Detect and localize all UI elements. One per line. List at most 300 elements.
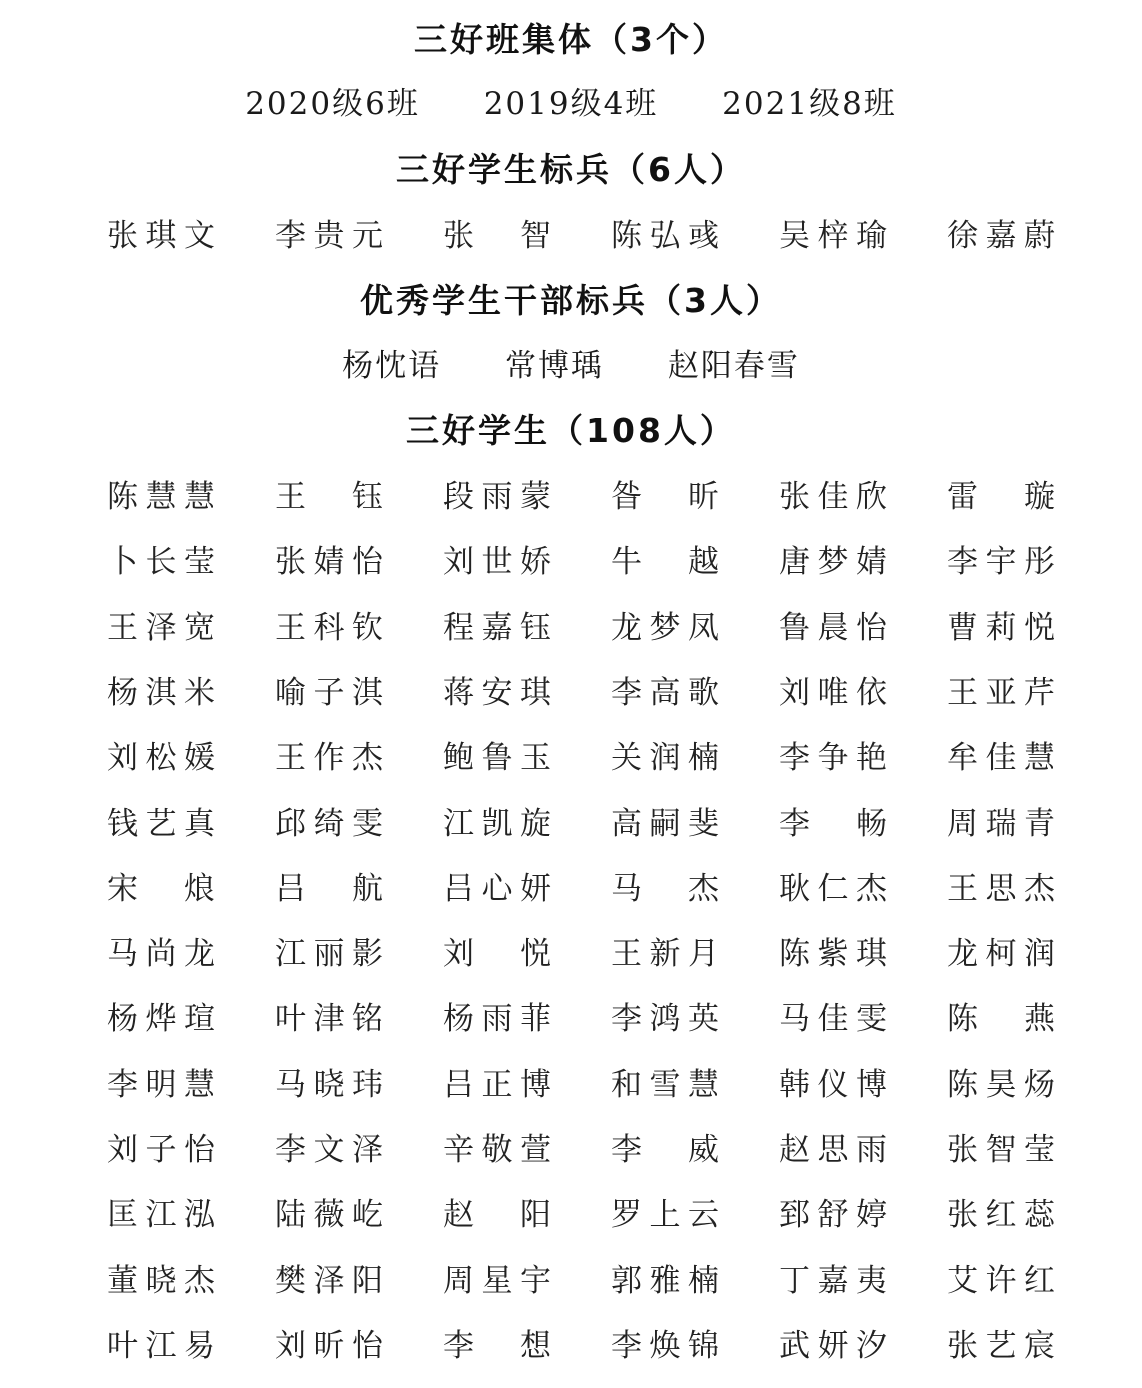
name-char: 旋	[520, 806, 551, 842]
name-char: 泽	[145, 610, 177, 646]
name-char: 耿	[779, 871, 810, 907]
name-char: 汐	[856, 1328, 887, 1364]
name-char: 屹	[352, 1197, 383, 1233]
name-char: 慧	[184, 479, 215, 515]
name-char: 唐	[779, 544, 810, 580]
student-name	[947, 869, 1055, 909]
name-char: 刘	[779, 675, 810, 711]
name-char: 斐	[688, 806, 719, 842]
student-row	[0, 1130, 1142, 1170]
name-char: 牛	[611, 544, 642, 580]
name-char: 子	[313, 675, 345, 711]
student-name	[947, 934, 1055, 974]
name-char: 思	[985, 871, 1017, 907]
name-char: 马	[275, 1067, 306, 1103]
name-char: 润	[649, 740, 681, 776]
student-name	[611, 804, 719, 844]
name-char: 红	[985, 1197, 1017, 1233]
student-name	[275, 738, 383, 778]
name-char: 瑜	[856, 218, 887, 254]
student-name	[779, 673, 887, 713]
name-char: 杨	[443, 1001, 474, 1037]
student-name	[443, 673, 551, 713]
name-char: 匡	[107, 1197, 138, 1233]
name-char: 彧	[688, 218, 719, 254]
name-char: 嘉	[985, 218, 1017, 254]
student-name	[611, 934, 719, 974]
name-char: 长	[145, 544, 177, 580]
name-char: 娇	[520, 544, 551, 580]
student-name	[443, 608, 551, 648]
name-char: 马	[107, 936, 138, 972]
student-name	[107, 738, 215, 778]
name-char: 吕	[443, 1067, 474, 1103]
name-char: 妍	[520, 871, 551, 907]
name-char: 晓	[313, 1067, 345, 1103]
student-name	[275, 477, 383, 517]
name-char: 阳	[520, 1197, 551, 1233]
cadre-name: 赵阳春雪	[667, 348, 800, 384]
name-char: 艾	[947, 1263, 978, 1299]
name-char: 吴	[779, 218, 810, 254]
name-char: 文	[184, 218, 215, 254]
name-char: 王	[947, 871, 978, 907]
student-name	[107, 1130, 215, 1170]
name-char: 张	[947, 1197, 978, 1233]
student-name	[107, 673, 215, 713]
name-char: 怡	[856, 610, 887, 646]
student-name	[443, 999, 551, 1039]
student-name	[947, 542, 1055, 582]
name-char: 李	[779, 806, 810, 842]
name-char: 慧	[184, 1067, 215, 1103]
name-char: 世	[481, 544, 513, 580]
student-name	[443, 1065, 551, 1105]
student-name	[779, 738, 887, 778]
name-char: 江	[145, 1328, 177, 1364]
student-row	[0, 934, 1142, 974]
student-name	[443, 804, 551, 844]
name-char: 歌	[688, 675, 719, 711]
name-char: 怡	[352, 544, 383, 580]
name-char: 丁	[779, 1263, 810, 1299]
name-char: 段	[443, 479, 474, 515]
student-row	[0, 999, 1142, 1039]
name-char: 雨	[856, 1132, 887, 1168]
name-char: 艺	[985, 1328, 1017, 1364]
student-name	[443, 216, 551, 256]
name-char: 关	[611, 740, 642, 776]
student-name	[611, 1065, 719, 1105]
name-char: 李	[611, 1001, 642, 1037]
student-name	[275, 1326, 383, 1366]
name-char: 晓	[145, 1263, 177, 1299]
name-char: 杰	[688, 871, 719, 907]
name-char: 杰	[352, 740, 383, 776]
name-char: 瑞	[985, 806, 1017, 842]
name-char: 梦	[649, 610, 681, 646]
student-name	[443, 542, 551, 582]
name-char: 英	[688, 1001, 719, 1037]
name-char: 马	[779, 1001, 810, 1037]
name-char: 威	[688, 1132, 719, 1168]
name-char: 依	[856, 675, 887, 711]
student-name	[107, 542, 215, 582]
name-char: 董	[107, 1263, 138, 1299]
name-char: 梓	[817, 218, 849, 254]
name-char: 科	[313, 610, 345, 646]
name-char: 夷	[856, 1263, 887, 1299]
name-char: 米	[184, 675, 215, 711]
name-char: 悦	[1024, 610, 1055, 646]
name-char: 张	[947, 1328, 978, 1364]
name-char: 泽	[352, 1132, 383, 1168]
name-char: 牟	[947, 740, 978, 776]
student-row	[0, 542, 1142, 582]
name-char: 卜	[107, 544, 138, 580]
student-name	[611, 1130, 719, 1170]
name-char: 亚	[985, 675, 1017, 711]
student-name	[107, 477, 215, 517]
name-char: 思	[817, 1132, 849, 1168]
student-name	[779, 477, 887, 517]
name-char: 雯	[856, 1001, 887, 1037]
student-row	[0, 1261, 1142, 1301]
name-char: 李	[611, 1132, 642, 1168]
name-char: 雨	[481, 479, 513, 515]
name-char: 弘	[649, 218, 681, 254]
name-char: 慧	[145, 479, 177, 515]
name-char: 媛	[184, 740, 215, 776]
name-char: 艺	[145, 806, 177, 842]
name-char: 刘	[443, 936, 474, 972]
cadre-name: 常博瑀	[505, 348, 604, 384]
name-char: 龙	[947, 936, 978, 972]
name-char: 嗣	[649, 806, 681, 842]
name-char: 宇	[985, 544, 1017, 580]
name-char: 武	[779, 1328, 810, 1364]
name-char: 凤	[688, 610, 719, 646]
name-char: 陈	[107, 479, 138, 515]
model-cadres-heading: 优秀学生干部标兵（3人）	[360, 281, 782, 320]
student-name	[947, 477, 1055, 517]
name-char: 昕	[688, 479, 719, 515]
student-row	[0, 804, 1142, 844]
name-char: 文	[313, 1132, 345, 1168]
name-char: 杰	[184, 1263, 215, 1299]
student-name	[275, 673, 383, 713]
name-char: 松	[145, 740, 177, 776]
name-char: 焕	[649, 1328, 681, 1364]
name-char: 雪	[649, 1067, 681, 1103]
name-char: 影	[352, 936, 383, 972]
name-char: 丽	[313, 936, 345, 972]
student-row	[0, 673, 1142, 713]
student-name	[443, 1130, 551, 1170]
student-name	[611, 999, 719, 1039]
name-char: 张	[443, 218, 474, 254]
student-row	[0, 1326, 1142, 1366]
name-char: 月	[688, 936, 719, 972]
name-char: 马	[611, 871, 642, 907]
name-char: 蒋	[443, 675, 474, 711]
name-char: 程	[443, 610, 474, 646]
name-char: 赵	[443, 1197, 474, 1233]
name-char: 瑄	[184, 1001, 215, 1037]
student-name	[107, 869, 215, 909]
name-char: 智	[985, 1132, 1017, 1168]
name-char: 雷	[947, 479, 978, 515]
name-char: 铭	[352, 1001, 383, 1037]
student-name	[947, 1261, 1055, 1301]
name-char: 杨	[107, 1001, 138, 1037]
student-name	[275, 608, 383, 648]
name-char: 宇	[520, 1263, 551, 1299]
name-char: 泓	[184, 1197, 215, 1233]
student-name	[275, 1261, 383, 1301]
name-char: 周	[947, 806, 978, 842]
name-char: 慧	[688, 1067, 719, 1103]
name-char: 安	[481, 675, 513, 711]
name-char: 炀	[1024, 1067, 1055, 1103]
name-char: 舒	[817, 1197, 849, 1233]
student-name	[611, 869, 719, 909]
name-char: 心	[481, 871, 513, 907]
name-char: 张	[947, 1132, 978, 1168]
student-name	[947, 673, 1055, 713]
name-char: 钰	[352, 479, 383, 515]
name-char: 江	[145, 1197, 177, 1233]
model-cadres-list	[0, 346, 1142, 386]
name-char: 智	[520, 218, 551, 254]
student-name	[611, 738, 719, 778]
name-char: 唯	[817, 675, 849, 711]
name-char: 陈	[611, 218, 642, 254]
student-name	[443, 934, 551, 974]
student-name	[275, 999, 383, 1039]
name-char: 郅	[779, 1197, 810, 1233]
name-char: 子	[145, 1132, 177, 1168]
name-char: 婧	[313, 544, 345, 580]
name-char: 晨	[817, 610, 849, 646]
name-char: 菲	[520, 1001, 551, 1037]
student-name	[947, 1195, 1055, 1235]
name-char: 蕊	[1024, 1197, 1055, 1233]
student-name	[107, 999, 215, 1039]
name-char: 钱	[107, 806, 138, 842]
name-char: 李	[107, 1067, 138, 1103]
name-char: 淇	[145, 675, 177, 711]
name-char: 楠	[688, 1263, 719, 1299]
name-char: 嘉	[481, 610, 513, 646]
name-char: 李	[611, 675, 642, 711]
name-char: 许	[985, 1263, 1017, 1299]
name-char: 正	[481, 1067, 513, 1103]
name-char: 辛	[443, 1132, 474, 1168]
name-char: 烺	[184, 871, 215, 907]
student-name	[107, 216, 215, 256]
name-char: 作	[313, 740, 345, 776]
name-char: 昊	[985, 1067, 1017, 1103]
name-char: 罗	[611, 1197, 642, 1233]
name-char: 欣	[856, 479, 887, 515]
name-char: 仪	[817, 1067, 849, 1103]
student-name	[611, 1261, 719, 1301]
name-char: 莹	[1024, 1132, 1055, 1168]
name-char: 琪	[856, 936, 887, 972]
student-name	[779, 1065, 887, 1105]
name-char: 王	[107, 610, 138, 646]
name-char: 杰	[856, 871, 887, 907]
student-name	[275, 869, 383, 909]
name-char: 嘉	[817, 1263, 849, 1299]
name-char: 吕	[275, 871, 306, 907]
student-name	[275, 216, 383, 256]
name-char: 王	[611, 936, 642, 972]
student-name	[443, 477, 551, 517]
name-char: 刘	[107, 1132, 138, 1168]
name-char: 李	[779, 740, 810, 776]
student-name	[611, 216, 719, 256]
name-char: 妍	[817, 1328, 849, 1364]
name-char: 争	[817, 740, 849, 776]
name-char: 博	[520, 1067, 551, 1103]
student-name	[107, 1195, 215, 1235]
student-name	[611, 1326, 719, 1366]
name-char: 鲁	[481, 740, 513, 776]
student-name	[275, 1130, 383, 1170]
name-char: 昕	[313, 1328, 345, 1364]
student-name	[275, 1065, 383, 1105]
name-char: 婧	[856, 544, 887, 580]
name-char: 曹	[947, 610, 978, 646]
student-name	[779, 542, 887, 582]
name-char: 绮	[313, 806, 345, 842]
name-char: 鲍	[443, 740, 474, 776]
name-char: 赵	[779, 1132, 810, 1168]
good-students-heading: 三好学生（108人）	[406, 411, 736, 450]
name-char: 璇	[1024, 479, 1055, 515]
classes-list	[0, 84, 1142, 124]
name-char: 青	[1024, 806, 1055, 842]
name-char: 润	[1024, 936, 1055, 972]
name-char: 陈	[779, 936, 810, 972]
name-char: 泽	[313, 1263, 345, 1299]
name-char: 阳	[352, 1263, 383, 1299]
student-name	[107, 1261, 215, 1301]
name-char: 梦	[817, 544, 849, 580]
name-char: 柯	[985, 936, 1017, 972]
name-char: 易	[184, 1328, 215, 1364]
student-name	[947, 1326, 1055, 1366]
name-char: 想	[520, 1328, 551, 1364]
student-name	[947, 804, 1055, 844]
name-char: 悦	[520, 936, 551, 972]
student-name	[443, 1261, 551, 1301]
name-char: 蔚	[1024, 218, 1055, 254]
name-char: 上	[649, 1197, 681, 1233]
student-name	[107, 608, 215, 648]
student-name	[779, 216, 887, 256]
name-char: 薇	[313, 1197, 345, 1233]
name-char: 刘	[107, 740, 138, 776]
name-char: 仁	[817, 871, 849, 907]
name-char: 航	[352, 871, 383, 907]
student-name	[779, 1195, 887, 1235]
name-char: 玮	[352, 1067, 383, 1103]
name-char: 宋	[107, 871, 138, 907]
name-char: 佳	[817, 1001, 849, 1037]
name-char: 高	[649, 675, 681, 711]
name-char: 陈	[947, 1001, 978, 1037]
name-char: 王	[275, 740, 306, 776]
name-char: 畅	[856, 806, 887, 842]
name-char: 贵	[313, 218, 345, 254]
name-char: 杨	[107, 675, 138, 711]
name-char: 杰	[1024, 871, 1055, 907]
name-char: 江	[443, 806, 474, 842]
student-row	[0, 608, 1142, 648]
name-char: 尚	[145, 936, 177, 972]
name-char: 佳	[985, 740, 1017, 776]
student-name	[107, 1326, 215, 1366]
student-name	[779, 1326, 887, 1366]
name-char: 鸿	[649, 1001, 681, 1037]
name-char: 李	[275, 1132, 306, 1168]
name-char: 鲁	[779, 610, 810, 646]
name-char: 和	[611, 1067, 642, 1103]
name-char: 陆	[275, 1197, 306, 1233]
name-char: 李	[275, 218, 306, 254]
name-char: 钦	[352, 610, 383, 646]
classes-heading: 三好班集体（3个）	[414, 20, 728, 59]
name-char: 玉	[520, 740, 551, 776]
name-char: 芹	[1024, 675, 1055, 711]
name-char: 龙	[611, 610, 642, 646]
student-name	[107, 934, 215, 974]
student-name	[443, 738, 551, 778]
student-name	[443, 1326, 551, 1366]
name-char: 楠	[688, 740, 719, 776]
name-char: 周	[443, 1263, 474, 1299]
student-name	[611, 673, 719, 713]
student-row	[0, 869, 1142, 909]
model-students-row	[0, 216, 1142, 256]
name-char: 雅	[649, 1263, 681, 1299]
name-char: 郭	[611, 1263, 642, 1299]
name-char: 锦	[688, 1328, 719, 1364]
student-name	[947, 1130, 1055, 1170]
name-char: 星	[481, 1263, 513, 1299]
name-char: 高	[611, 806, 642, 842]
name-char: 雯	[352, 806, 383, 842]
name-char: 慧	[1024, 740, 1055, 776]
student-name	[107, 1065, 215, 1105]
student-name	[947, 608, 1055, 648]
name-char: 邱	[275, 806, 306, 842]
student-name	[275, 934, 383, 974]
name-char: 龙	[184, 936, 215, 972]
name-char: 紫	[817, 936, 849, 972]
name-char: 李	[947, 544, 978, 580]
name-char: 张	[779, 479, 810, 515]
name-char: 萱	[520, 1132, 551, 1168]
name-char: 吕	[443, 871, 474, 907]
student-row	[0, 477, 1142, 517]
student-row	[0, 1065, 1142, 1105]
name-char: 琪	[520, 675, 551, 711]
student-name	[275, 804, 383, 844]
